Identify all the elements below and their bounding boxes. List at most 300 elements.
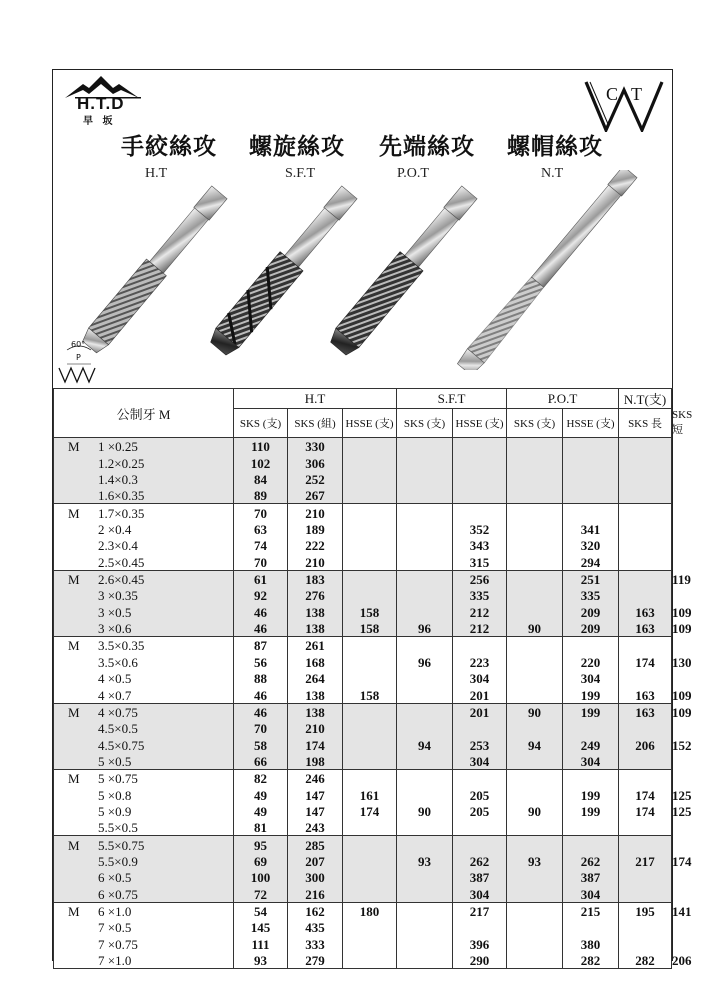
price-cell (507, 786, 563, 802)
price-cell (397, 769, 453, 786)
price-cell (343, 853, 397, 869)
price-cell (619, 885, 672, 902)
price-cell (397, 670, 453, 686)
price-cell (453, 471, 507, 487)
price-cell (343, 570, 397, 587)
thread-size (54, 720, 234, 736)
price-cell (343, 703, 397, 720)
price-cell (507, 720, 563, 736)
price-cell: 174 (619, 786, 672, 802)
price-cell: 94 (397, 736, 453, 752)
price-cell (397, 603, 453, 619)
price-cell (507, 653, 563, 669)
price-cell (397, 438, 453, 455)
size-label: 5.5×0.75 (98, 837, 145, 853)
price-cell: 262 (453, 853, 507, 869)
price-cell (397, 537, 453, 553)
price-cell: 279 (288, 952, 343, 969)
table-row: 5 ×0.9 49 147 174 90 205 90 199 174 125 (54, 803, 672, 819)
metric-prefix: M (68, 704, 80, 720)
price-cell: 341 (563, 521, 619, 537)
price-cell: 147 (288, 803, 343, 819)
price-cell (343, 487, 397, 504)
price-cell (397, 786, 453, 802)
thread-size (54, 570, 234, 587)
price-cell (343, 769, 397, 786)
size-label: 6 ×0.75 (98, 886, 138, 902)
thread-size (54, 703, 234, 720)
table-row: 5 ×0.8 49 147 161 205 199 174 125 (54, 786, 672, 802)
price-cell: 276 (288, 587, 343, 603)
price-cell (619, 919, 672, 935)
price-cell: 138 (288, 703, 343, 720)
price-cell: 396 (453, 935, 507, 951)
table-row (54, 454, 672, 470)
size-label: 4 ×0.75 (98, 704, 138, 720)
price-cell: 163 (619, 686, 672, 703)
price-cell: 163 (619, 703, 672, 720)
price-cell: 54 (234, 902, 288, 919)
size-group (54, 769, 692, 836)
price-cell (343, 836, 397, 853)
price-cell (507, 603, 563, 619)
metric-prefix: M (68, 505, 80, 521)
price-cell (343, 670, 397, 686)
category-title-ht: 手絞絲攻 (121, 133, 217, 160)
column-header: SKS (支) (234, 409, 288, 438)
price-cell: 343 (453, 537, 507, 553)
price-cell: 174 (619, 803, 672, 819)
price-cell: 199 (563, 686, 619, 703)
size-label: 7 ×1.0 (98, 953, 132, 968)
price-cell (453, 487, 507, 504)
table-row: 7 ×1.0 93 279 290 282 282 206 (54, 952, 672, 969)
price-cell: 267 (288, 487, 343, 504)
size-label: 3.5×0.35 (98, 638, 145, 654)
thread-size (54, 902, 234, 919)
price-cell (507, 836, 563, 853)
thread-size (54, 653, 234, 669)
group-header: N.T(支) (619, 389, 672, 409)
thread-size (54, 686, 234, 703)
price-cell (619, 504, 672, 521)
table-row (54, 487, 672, 504)
category-title-nt: 螺帽絲攻 (507, 133, 603, 160)
thread-profile-icon (57, 338, 101, 384)
metric-prefix: M (68, 638, 80, 654)
thread-size (54, 935, 234, 951)
price-cell (619, 836, 672, 853)
table-row (54, 587, 672, 603)
price-cell (507, 902, 563, 919)
price-cell (343, 935, 397, 951)
thread-size (54, 853, 234, 869)
table-row (54, 553, 672, 570)
price-cell: 96 (397, 653, 453, 669)
price-cell (619, 570, 672, 587)
table-row: 3 ×0.5 46 138 158 212 209 163 109 (54, 603, 672, 619)
price-cell (507, 869, 563, 885)
thread-size (54, 786, 234, 802)
price-cell: 306 (288, 454, 343, 470)
thread-size (54, 487, 234, 504)
price-cell (619, 438, 672, 455)
size-label: 5.5×0.9 (98, 853, 138, 869)
size-group (54, 703, 692, 769)
price-cell (619, 819, 672, 836)
price-cell: 205 (453, 786, 507, 802)
tap-ht (80, 184, 230, 355)
price-cell: 201 (453, 703, 507, 720)
price-cell (453, 819, 507, 836)
brand-chinese: 早 坂 (83, 116, 116, 127)
table-row: 3.5×0.6 56 168 96 223 220 174 130 (54, 653, 672, 669)
table-row (54, 670, 672, 686)
price-cell: 198 (288, 753, 343, 770)
price-cell: 261 (288, 637, 343, 654)
price-cell (397, 454, 453, 470)
price-cell: 102 (234, 454, 288, 470)
size-label: 7 ×0.75 (98, 936, 138, 952)
thread-size (54, 537, 234, 553)
price-cell: 210 (288, 553, 343, 570)
price-cell: 93 (507, 853, 563, 869)
price-cell: 387 (453, 869, 507, 885)
thread-size (54, 753, 234, 770)
price-cell (563, 919, 619, 935)
price-cell: 352 (453, 521, 507, 537)
price-cell (397, 919, 453, 935)
price-cell: 82 (234, 769, 288, 786)
thread-size (54, 819, 234, 836)
table-row (54, 720, 672, 736)
price-cell: 92 (234, 587, 288, 603)
tap-pot (327, 183, 481, 359)
table-row (54, 769, 672, 786)
price-cell: 180 (343, 902, 397, 919)
price-cell: 199 (563, 786, 619, 802)
price-cell (507, 819, 563, 836)
price-cell (343, 521, 397, 537)
thread-size (54, 587, 234, 603)
tap-nt (456, 170, 639, 370)
price-cell: 380 (563, 935, 619, 951)
column-header: HSSE (支) (563, 409, 619, 438)
column-header: SKS (支) (397, 409, 453, 438)
price-cell: 210 (288, 504, 343, 521)
price-cell (397, 720, 453, 736)
size-label: 7 ×0.5 (98, 920, 132, 936)
thread-size (54, 521, 234, 537)
price-cell (563, 836, 619, 853)
price-cell (343, 504, 397, 521)
price-cell (563, 471, 619, 487)
price-cell: 110 (234, 438, 288, 455)
table-row (54, 836, 672, 853)
price-cell (507, 504, 563, 521)
category-code-sft: S.F.T (285, 166, 316, 181)
price-cell: 252 (288, 471, 343, 487)
price-cell (619, 553, 672, 570)
price-cell (619, 753, 672, 770)
table-row (54, 504, 672, 521)
price-cell: 162 (288, 902, 343, 919)
price-cell (397, 487, 453, 504)
category-title-sft: 螺旋絲攻 (249, 133, 345, 160)
price-cell: 49 (234, 803, 288, 819)
brand-latin: H.T.D (77, 94, 125, 113)
price-cell: 205 (453, 803, 507, 819)
price-cell: 217 (453, 902, 507, 919)
thread-size (54, 885, 234, 902)
price-cell: 70 (234, 504, 288, 521)
price-cell: 201 (453, 686, 507, 703)
price-cell: 282 (619, 952, 672, 969)
price-cell (453, 637, 507, 654)
price-cell (563, 720, 619, 736)
thread-size (54, 803, 234, 819)
thread-size (54, 504, 234, 521)
table-row (54, 521, 672, 537)
price-cell: 93 (234, 952, 288, 969)
price-cell: 387 (563, 869, 619, 885)
size-label: 5 ×0.8 (98, 787, 132, 803)
price-cell: 161 (343, 786, 397, 802)
table-row: 4 ×0.7 46 138 158 201 199 163 109 (54, 686, 672, 703)
size-label: 1.7×0.35 (98, 505, 145, 521)
price-cell (397, 902, 453, 919)
size-label: 1.6×0.35 (98, 488, 145, 504)
price-cell: 212 (453, 603, 507, 619)
price-cell: 46 (234, 620, 288, 637)
size-group (54, 637, 692, 703)
price-cell: 90 (507, 620, 563, 637)
thread-size (54, 736, 234, 752)
price-cell: 88 (234, 670, 288, 686)
price-cell (507, 885, 563, 902)
price-cell: 335 (453, 587, 507, 603)
size-label: 2.5×0.45 (98, 554, 145, 570)
price-cell: 158 (343, 603, 397, 619)
price-cell: 217 (619, 853, 672, 869)
size-group (54, 902, 692, 968)
price-cell: 81 (234, 819, 288, 836)
metric-prefix: M (68, 837, 80, 853)
price-cell (343, 736, 397, 752)
price-cell (619, 471, 672, 487)
table-row (54, 885, 672, 902)
price-cell (619, 670, 672, 686)
size-label: 2.3×0.4 (98, 538, 138, 554)
price-cell: 138 (288, 686, 343, 703)
price-cell (619, 487, 672, 504)
price-cell: 74 (234, 537, 288, 553)
price-cell (343, 454, 397, 470)
thread-size (54, 919, 234, 935)
price-cell (507, 570, 563, 587)
price-cell: 315 (453, 553, 507, 570)
size-label: 5.5×0.5 (98, 820, 138, 836)
price-cell (507, 537, 563, 553)
price-cell: 163 (619, 603, 672, 619)
price-cell: 46 (234, 603, 288, 619)
size-group (54, 504, 672, 570)
price-cell: 209 (563, 603, 619, 619)
price-cell: 333 (288, 935, 343, 951)
table-row: 3 ×0.6 46 138 158 96 212 90 209 163 109 (54, 620, 672, 637)
price-cell (397, 935, 453, 951)
price-cell: 246 (288, 769, 343, 786)
price-cell: 61 (234, 570, 288, 587)
price-cell: 174 (288, 736, 343, 752)
price-cell: 84 (234, 471, 288, 487)
price-cell (397, 952, 453, 969)
price-cell (563, 769, 619, 786)
thread-size (54, 869, 234, 885)
price-cell: 212 (453, 620, 507, 637)
price-cell (343, 919, 397, 935)
thread-size (54, 952, 234, 969)
price-cell (397, 869, 453, 885)
price-cell (397, 686, 453, 703)
price-cell (397, 885, 453, 902)
size-label: 5 ×0.5 (98, 753, 132, 769)
price-cell (343, 952, 397, 969)
price-cell: 46 (234, 686, 288, 703)
price-cell: 163 (619, 620, 672, 637)
price-cell (343, 587, 397, 603)
price-cell (343, 471, 397, 487)
price-cell: 304 (563, 753, 619, 770)
price-cell (619, 537, 672, 553)
price-cell: 58 (234, 736, 288, 752)
price-cell (507, 769, 563, 786)
price-cell: 199 (563, 703, 619, 720)
table-row (54, 637, 672, 654)
price-cell (507, 637, 563, 654)
price-cell (343, 819, 397, 836)
price-cell: 138 (288, 603, 343, 619)
price-cell (563, 504, 619, 521)
price-cell (507, 487, 563, 504)
group-header: P.O.T (507, 389, 619, 409)
cwt-logo-icon (584, 76, 664, 132)
price-cell: 222 (288, 537, 343, 553)
category-code-ht: H.T (145, 166, 168, 181)
price-cell (619, 935, 672, 951)
row-header: 公制牙 M (54, 389, 234, 438)
size-label: 3 ×0.5 (98, 604, 132, 620)
price-cell: 335 (563, 587, 619, 603)
price-cell: 147 (288, 786, 343, 802)
price-cell (397, 504, 453, 521)
thread-size (54, 438, 234, 455)
price-cell: 174 (343, 803, 397, 819)
column-header: SKS (組) (288, 409, 343, 438)
category-code-nt: N.T (541, 166, 564, 181)
price-cell: 304 (563, 670, 619, 686)
price-cell (507, 471, 563, 487)
metric-prefix: M (68, 903, 80, 919)
price-cell (507, 686, 563, 703)
price-cell: 249 (563, 736, 619, 752)
price-cell (563, 454, 619, 470)
price-cell (453, 769, 507, 786)
thread-size (54, 637, 234, 654)
price-cell: 46 (234, 703, 288, 720)
price-cell: 251 (563, 570, 619, 587)
price-cell (507, 438, 563, 455)
price-cell: 70 (234, 553, 288, 570)
price-cell: 90 (507, 803, 563, 819)
price-cell (507, 753, 563, 770)
thread-size (54, 769, 234, 786)
catalog-page (52, 69, 693, 968)
price-cell (397, 587, 453, 603)
price-cell: 264 (288, 670, 343, 686)
size-label: 3.5×0.6 (98, 654, 138, 670)
price-cell (619, 637, 672, 654)
price-cell: 220 (563, 653, 619, 669)
price-cell: 216 (288, 885, 343, 902)
size-label: 4 ×0.5 (98, 671, 132, 687)
price-cell (397, 637, 453, 654)
svg-text:60°: 60° (71, 340, 86, 349)
price-cell (619, 720, 672, 736)
price-cell: 168 (288, 653, 343, 669)
price-cell (507, 670, 563, 686)
price-cell (453, 454, 507, 470)
price-cell: 304 (453, 670, 507, 686)
price-cell: 330 (288, 438, 343, 455)
table-row (54, 919, 672, 935)
price-cell: 90 (397, 803, 453, 819)
table-row: 5.5×0.9 69 207 93 262 93 262 217 174 (54, 853, 672, 869)
table-row: M 2.6×0.45 61 183 256 251 119 (54, 570, 672, 587)
size-label: 5 ×0.75 (98, 771, 138, 787)
price-cell: 70 (234, 720, 288, 736)
table-row (54, 819, 672, 836)
thread-size (54, 454, 234, 470)
price-cell: 49 (234, 786, 288, 802)
price-cell: 87 (234, 637, 288, 654)
table-row (54, 869, 672, 885)
price-cell: 183 (288, 570, 343, 587)
price-cell (453, 504, 507, 521)
price-cell (507, 521, 563, 537)
price-cell: 320 (563, 537, 619, 553)
size-label: 6 ×1.0 (98, 903, 132, 919)
price-cell: 63 (234, 521, 288, 537)
mark-letter-t: T (631, 84, 642, 104)
price-cell: 290 (453, 952, 507, 969)
price-cell: 69 (234, 853, 288, 869)
size-label: 1.4×0.3 (98, 472, 138, 488)
price-cell (343, 553, 397, 570)
price-cell (453, 438, 507, 455)
group-header: H.T (234, 389, 397, 409)
price-cell (397, 819, 453, 836)
price-cell (563, 438, 619, 455)
price-cell (397, 753, 453, 770)
price-cell (453, 720, 507, 736)
price-cell (619, 587, 672, 603)
price-cell: 294 (563, 553, 619, 570)
table-row (54, 935, 672, 951)
price-cell: 282 (563, 952, 619, 969)
price-cell: 262 (563, 853, 619, 869)
price-cell (563, 637, 619, 654)
